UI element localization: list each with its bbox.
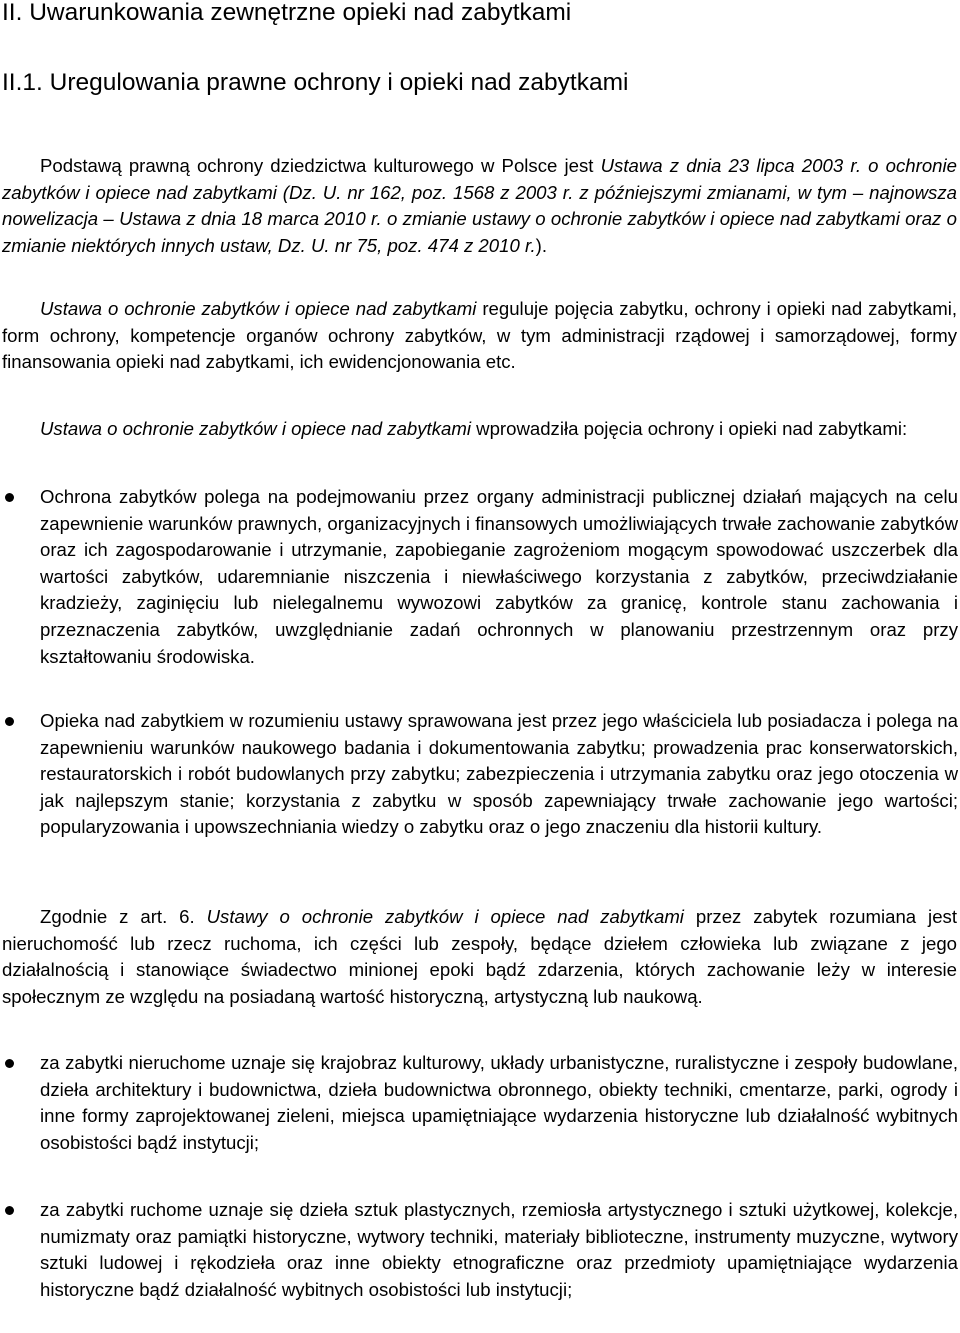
paragraph-text: wprowadziła pojęcia ochrony i opieki nad zabytkami:	[470, 418, 908, 439]
paragraph-text: przez zabytek rozumiana jest nieruchomość lub rzecz ruchoma, ich części lub zespoły, będące dziełem człowieka lub związane z jego działalnością i stanowiące świadectwo minionej epoki bądź zdarzenia, których zachowanie leży w interesie społecznym ze względu na posiadaną wartość historyczną, artystyczną lub naukową.	[2, 906, 957, 1007]
list-item-movable	[40, 1197, 958, 1303]
paragraph-text: ).	[535, 234, 547, 256]
list-item-text: za zabytki nieruchome uznaje się krajobraz kulturowy, układy urbanistyczne, ruralistyczne i zespoły budowlane, dzieła architektury i budownictwa, dzieła budownictwa obronnego, obiekty techniki, cmentarze, parki, ogrody i inne formy zaprojektowanej zieleni, miejsca upamiętniające wydarzenia historyczne lub działalność wybitnych osobistości bądź instytucji;	[40, 1052, 958, 1153]
bullet-icon	[5, 1206, 14, 1215]
act-title-italic: Ustawa z dnia 23 lipca 2003 r. o ochronie zabytków i opiece nad zabytkami (Dz. U. nr 162, poz. 1568 z 2003 r. z późniejszymi zmianami, w tym – najnowsza nowelizacja – Ustawa z dnia 18 marca 2010 r. o zmianie ustawy o ochronie zabytków i opiece nad zabytkami oraz o zmianie niektórych innych ustaw, Dz. U. nr 75, poz. 474 z 2010 r.	[2, 155, 957, 256]
paragraph-monument-definition	[2, 904, 957, 1010]
act-title-italic: Ustawa o ochronie zabytków i opiece nad zabytkami	[40, 298, 477, 319]
list-item-care	[40, 708, 958, 841]
bullet-icon	[5, 1059, 14, 1068]
list-item-text: Ochrona zabytków polega na podejmowaniu przez organy administracji publicznej działań mających na celu zapewnienie warunków prawnych, organizacyjnych i finansowych umożliwiających trwałe zachowanie zabytków oraz ich zagospodarowanie i utrzymanie, zapobieganie zagrożeniom mogącym spowodować uszczerbek dla wartości zabytków, udaremnianie niszczenia i niewłaściwego korzystania z zabytków, przeciwdziałanie kradzieży, zaginięciu lub nielegalnemu wywozowi zabytków za granicę, kontrole stanu zachowania i przeznaczenia zabytków, uwzględnianie zadań ochronnych w planowaniu przestrzennym oraz przy kształtowaniu środowiska.	[40, 486, 958, 667]
bullet-icon	[5, 493, 14, 502]
paragraph-text: Podstawą prawną ochrony dziedzictwa kulturowego w Polsce jest	[40, 155, 601, 176]
list-item-text: za zabytki ruchome uznaje się dzieła sztuk plastycznych, rzemiosła artystycznego i sztuki użytkowej, kolekcje, numizmaty oraz pamiątki historyczne, wytwory techniki, materiały biblioteczne, instrumenty muzyczne, wytwory sztuki ludowej i rękodzieła oraz inne obiekty etnograficzne oraz przedmioty upamiętniające wydarzenia historyczne bądź działalność wybitnych osobistości lub instytucji;	[40, 1199, 958, 1300]
act-title-italic: Ustawy o ochronie zabytków i opiece nad zabytkami	[206, 906, 684, 927]
act-title-italic: Ustawa o ochronie zabytków i opiece nad zabytkami	[40, 418, 471, 439]
list-item-protection	[40, 484, 958, 670]
section-heading: II.1. Uregulowania prawne ochrony i opieki nad zabytkami	[2, 69, 629, 96]
paragraph-act-concepts	[2, 416, 957, 443]
bullet-icon	[5, 717, 14, 726]
list-item-text: Opieka nad zabytkiem w rozumieniu ustawy sprawowana jest przez jego właściciela lub posiadacza i polega na zapewnieniu warunków naukowego badania i dokumentowania zabytku; prowadzenia prac konserwatorskich, restauratorskich i robót budowlanych przy zabytku; zabezpieczenia i utrzymania zabytku oraz jego otoczenia w jak najlepszym stanie; korzystania z zabytku w sposób zapewniający trwałe zachowanie jego wartości; popularyzowania i upowszechniania wiedzy o zabytku oraz o jego znaczeniu dla historii kultury.	[40, 710, 958, 838]
paragraph-legal-basis	[2, 153, 957, 259]
list-item-immovable	[40, 1050, 958, 1156]
chapter-heading: II. Uwarunkowania zewnętrzne opieki nad zabytkami	[2, 0, 572, 26]
paragraph-text: Zgodnie z art. 6.	[40, 906, 207, 927]
paragraph-act-scope	[2, 296, 957, 376]
paragraph-text: reguluje pojęcia zabytku, ochrony i opieki nad zabytkami, form ochrony, kompetencje organów ochrony zabytków, w tym administracji rządowej i samorządowej, formy finansowania opieki nad zabytkami, ich ewidencjonowania etc.	[2, 298, 958, 373]
